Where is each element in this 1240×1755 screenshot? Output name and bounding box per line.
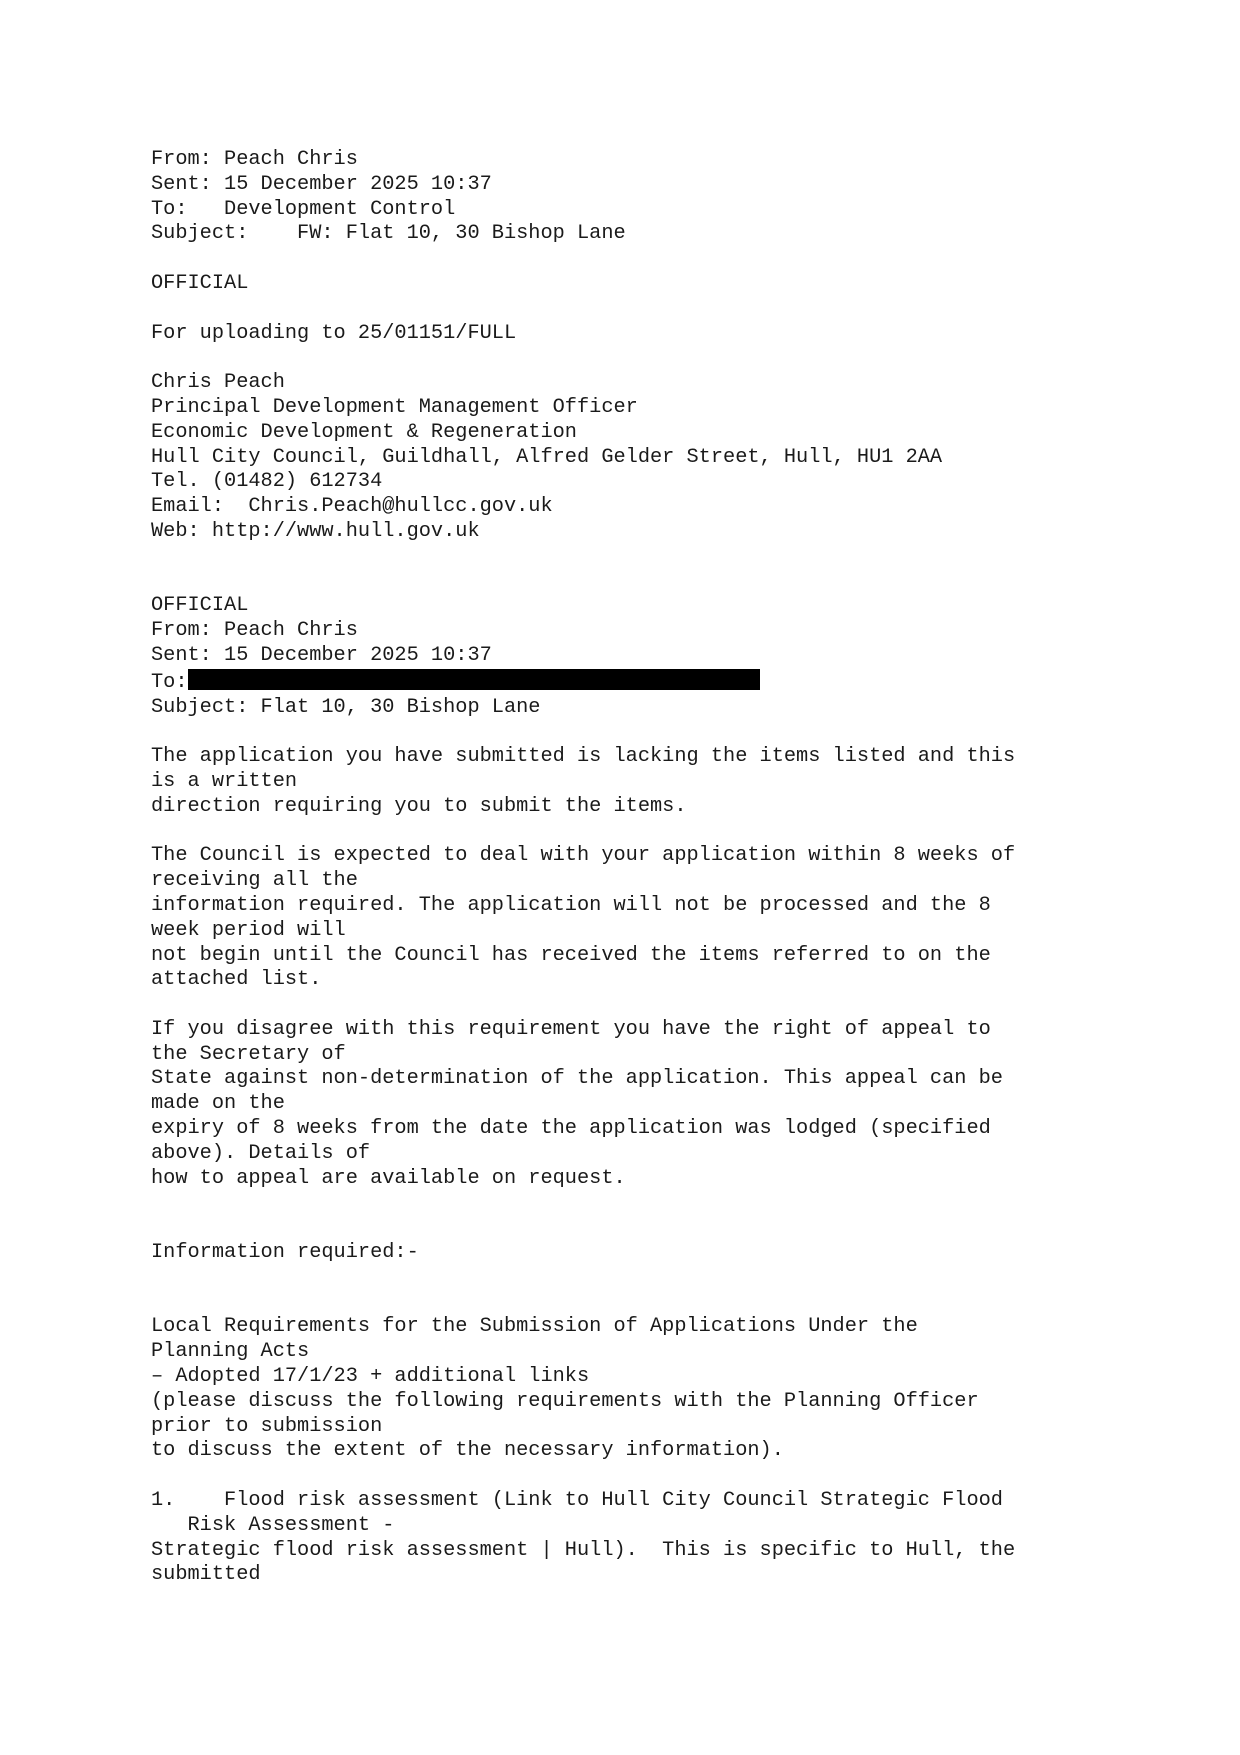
to-line: [151, 669, 1151, 696]
classification-label: OFFICIAL: [151, 271, 249, 295]
upload-note: For uploading to 25/01151/FULL: [151, 321, 517, 345]
paragraph-line: made on the: [151, 1092, 285, 1116]
signature-web: Web: http://www.hull.gov.uk: [151, 519, 480, 543]
paragraph-line: is a written: [151, 769, 298, 793]
to-line: To: Development Control: [151, 197, 456, 221]
info-required-heading: Information required:-: [151, 1241, 419, 1265]
subject-line: Subject: FW: Flat 10, 30 Bishop Lane: [151, 222, 626, 246]
signature-block: [151, 371, 1151, 545]
sent-line: Sent: 15 December 2025 10:37: [151, 172, 492, 196]
forward-header: [151, 148, 1151, 247]
paragraph-line: above). Details of: [151, 1141, 371, 1165]
paragraph-line: not begin until the Council has received the items referred to on the: [151, 943, 991, 967]
requirements-line: Planning Acts: [151, 1340, 310, 1364]
paragraph-line: direction requiring you to submit the items.: [151, 794, 687, 818]
requirements-line: Local Requirements for the Submission of Applications Under the: [151, 1315, 918, 1339]
from-line: From: Peach Chris: [151, 148, 358, 171]
body-paragraph: [151, 1018, 1151, 1192]
paragraph-line: week period will: [151, 918, 346, 942]
list-item-line: Risk Assessment -: [151, 1513, 395, 1537]
paragraph-line: how to appeal are available on request.: [151, 1166, 626, 1190]
paragraph-line: information required. The application will not be processed and the 8: [151, 893, 991, 917]
signature-phone: Tel. (01482) 612734: [151, 470, 383, 494]
signature-address: Hull City Council, Guildhall, Alfred Gelder Street, Hull, HU1 2AA: [151, 445, 943, 469]
to-label: To:: [151, 670, 188, 694]
original-message-header: [151, 594, 1151, 720]
paragraph-line: State against non-determination of the application. This appeal can be: [151, 1067, 1003, 1091]
requirements-line: prior to submission: [151, 1414, 383, 1438]
paragraph-line: receiving all the: [151, 869, 358, 893]
email-document: [151, 148, 1151, 1588]
local-requirements-block: [151, 1315, 1151, 1464]
requirements-line: (please discuss the following requirements with the Planning Officer: [151, 1389, 979, 1413]
redacted-recipient: [188, 669, 760, 690]
paragraph-line: If you disagree with this requirement you have the right of appeal to: [151, 1017, 991, 1041]
paragraph-line: The Council is expected to deal with your application within 8 weeks of: [151, 844, 1016, 868]
list-item-line: 1. Flood risk assessment (Link to Hull City Council Strategic Flood: [151, 1489, 1003, 1513]
list-item-line: Strategic flood risk assessment | Hull). This is specific to Hull, the: [151, 1538, 1016, 1562]
classification-label: OFFICIAL: [151, 594, 249, 618]
paragraph-line: The application you have submitted is lacking the items listed and this: [151, 745, 1016, 769]
requirements-line: to discuss the extent of the necessary information).: [151, 1439, 784, 1463]
sent-line: Sent: 15 December 2025 10:37: [151, 643, 492, 667]
signature-job-title: Principal Development Management Officer: [151, 395, 638, 419]
signature-email: Email: Chris.Peach@hullcc.gov.uk: [151, 495, 553, 519]
subject-line: Subject: Flat 10, 30 Bishop Lane: [151, 695, 541, 719]
paragraph-line: attached list.: [151, 968, 322, 992]
paragraph-line: the Secretary of: [151, 1042, 346, 1066]
from-line: From: Peach Chris: [151, 619, 358, 643]
requirements-line: – Adopted 17/1/23 + additional links: [151, 1365, 590, 1389]
paragraph-line: expiry of 8 weeks from the date the application was lodged (specified: [151, 1117, 991, 1141]
list-item-line: submitted: [151, 1563, 261, 1587]
signature-department: Economic Development & Regeneration: [151, 420, 577, 444]
body-paragraph: [151, 844, 1151, 993]
signature-name: Chris Peach: [151, 371, 285, 395]
body-paragraph: [151, 745, 1151, 819]
list-item: [151, 1489, 1151, 1588]
